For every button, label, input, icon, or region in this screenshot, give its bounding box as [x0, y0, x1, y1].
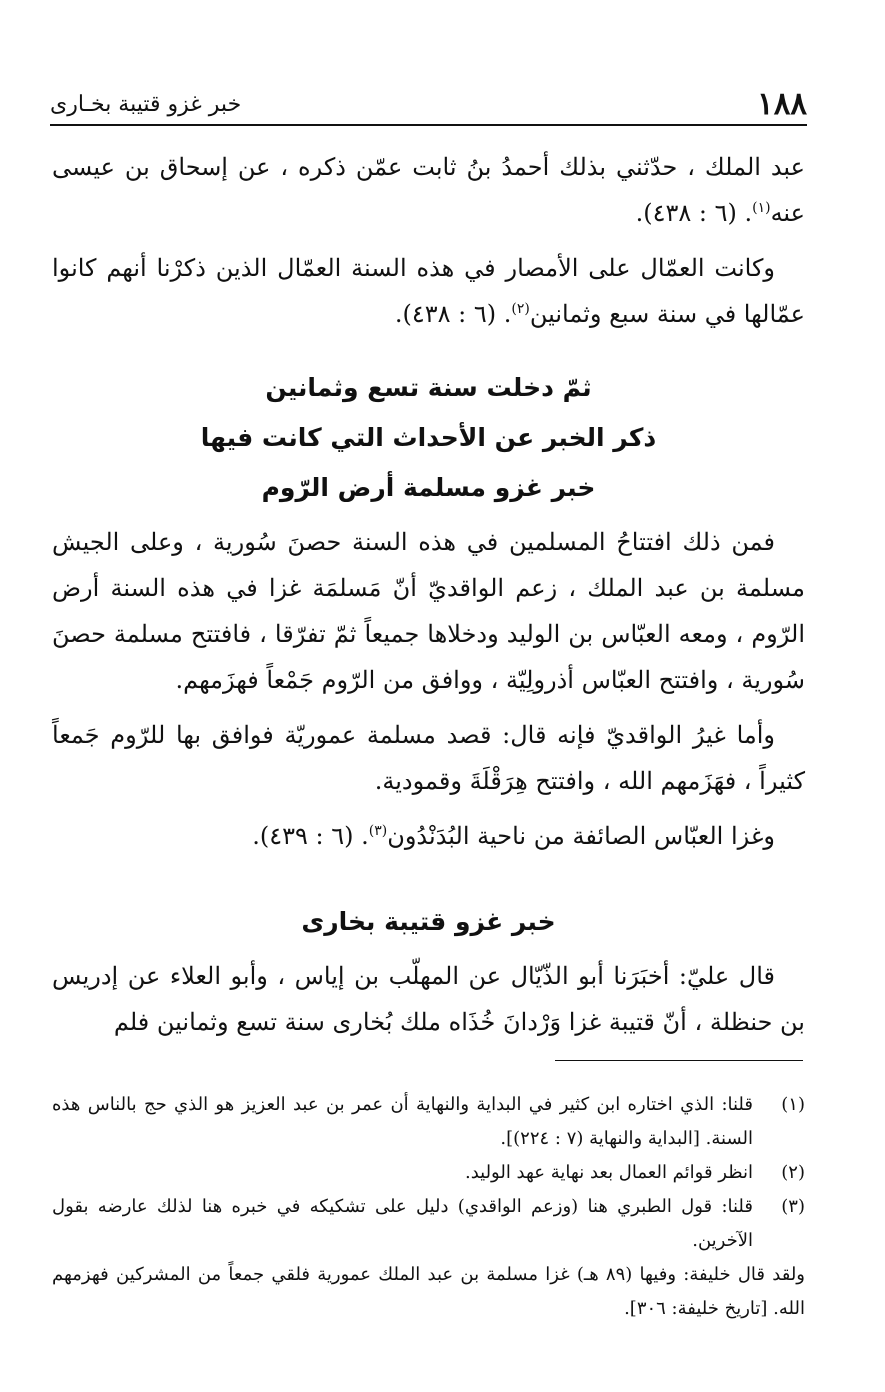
- paragraph-5-text: وغزا العبّاس الصائفة من ناحية البُدَنْدُون: [387, 822, 775, 850]
- footnote-text: قلنا: قول الطبري هنا (وزعم الواقدي) دليل على تشكيكه في خبره هنا لذلك عارضه بقول الآخرين.: [52, 1196, 753, 1251]
- footnote-ref-3: (٣): [368, 823, 388, 839]
- paragraph-6: قال عليّ: أخبَرَنا أبو الذّيّال عن المهلّب بن إياس ، وأبو العلاء عن إدريس بن حنظلة ، أنّ قتيبة غزا وَرْدانَ خُذَاه ملك بُخارى سنة تسع وثمانين فلم: [52, 962, 805, 1036]
- footnote-text: قلنا: الذي اختاره ابن كثير في البداية والنهاية أن عمر بن عبد العزيز هو الذي حج بالناس هذه السنة. [البداية والنهاية (٧ : ٢٢٤)].: [52, 1094, 753, 1149]
- footnote-1: [52, 1088, 805, 1156]
- paragraph-5-citation: . (٦ : ٤٣٩).: [252, 822, 369, 850]
- footnote-ref-2: (٢): [511, 301, 530, 317]
- footnote-2: [52, 1156, 805, 1190]
- paragraph-2-citation: . (٦ : ٤٣٨).: [394, 300, 512, 328]
- main-text: [52, 144, 805, 1054]
- paragraph-1: [52, 144, 805, 236]
- paragraph-3: فمن ذلك افتتاحُ المسلمين في هذه السنة حصنَ سُورية ، وعلى الجيش مسلمة بن عبد الملك ، زعم الواقديّ أنّ مَسلمَة غزا في هذه السنة أرض الرّوم ، ومعه العبّاس بن الوليد ودخلاها جميعاً ثمّ تفرّقا ، فافتتح مسلمة حصنَ سُورية ، وافتتح العبّاس أذرولِيّة ، ووافق من الرّوم جَمْعاً فهزَمهم.: [52, 528, 805, 694]
- year-heading: ثمّ دخلت سنة تسع وثمانين: [265, 373, 592, 402]
- footnote-number: (٢): [781, 1162, 805, 1183]
- section-headings: [52, 363, 805, 513]
- page-number: ١٨٨: [757, 86, 807, 122]
- paragraph-5: [52, 813, 805, 859]
- qutayba-bukhara-heading: خبر غزو قتيبة بخارى: [301, 907, 556, 936]
- paragraph-4: وأما غيرُ الواقديّ فإنه قال: قصد مسلمة عموريّة فوافق بها للرّوم جَمعاً كثيراً ، فهَزَمهم الله ، وافتتح هِرَقْلَةَ وقمودية.: [52, 721, 805, 795]
- footnote-number: (١): [781, 1094, 805, 1115]
- paragraph-2-text: وكانت العمّال على الأمصار في هذه السنة العمّال الذين ذكرْنا أنهم كانوا عمّالها في سنة سبع وثمانين: [52, 254, 805, 328]
- maslama-raid-heading: خبر غزو مسلمة أرض الرّوم: [261, 473, 596, 502]
- footnote-separator: [555, 1060, 803, 1061]
- footnote-text-continued: ولقد قال خليفة: وفيها (٨٩ هـ) غزا مسلمة بن عبد الملك عمورية فلقي جمعاً من المشركين فهزمهم الله. [تاريخ خليفة: ٣٠٦].: [52, 1264, 805, 1319]
- footnotes: [52, 1088, 805, 1326]
- running-title: خبر غزو قتيبة بخـارى: [50, 92, 242, 117]
- events-heading: ذكر الخبر عن الأحداث التي كانت فيها: [200, 423, 657, 452]
- footnote-ref-1: (١): [752, 200, 771, 216]
- paragraph-1-text: عبد الملك ، حدّثني بذلك أحمدُ بنُ ثابت عمّن ذكره ، عن إسحاق بن عيسى عنه: [52, 153, 805, 227]
- running-header: [50, 86, 807, 126]
- paragraph-2: [52, 245, 805, 337]
- footnote-text: انظر قوائم العمال بعد نهاية عهد الوليد.: [464, 1162, 753, 1183]
- footnote-3: [52, 1190, 805, 1326]
- footnote-number: (٣): [781, 1196, 805, 1217]
- paragraph-1-citation: . (٦ : ٤٣٨).: [635, 199, 753, 227]
